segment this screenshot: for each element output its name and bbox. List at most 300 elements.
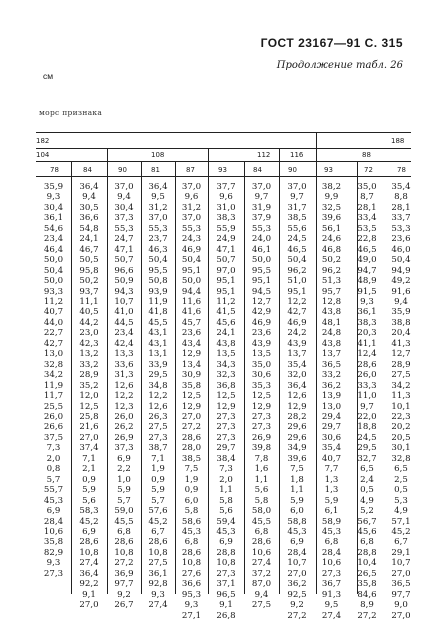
table-cell: 48,9	[357, 276, 377, 287]
table-cell: 28,2	[287, 411, 307, 422]
table-cell: 24,9	[216, 234, 236, 245]
table-cell: 38,7	[148, 443, 168, 454]
table-cell: 37,1	[216, 579, 236, 590]
table-cell: 25,5	[43, 401, 64, 412]
table-cell: 9,3	[151, 589, 165, 600]
table-cell: 12,9	[287, 401, 307, 412]
table-cell: 35,8	[181, 380, 202, 391]
table-cell: 28,6	[114, 537, 134, 548]
data-column	[107, 182, 141, 611]
table-cell: 12,9	[216, 401, 236, 412]
table-cell: 32,8	[43, 359, 64, 370]
table-cell: 43,1	[148, 328, 168, 339]
table-cell: 50,4	[287, 255, 307, 266]
table-cell: 55,9	[216, 223, 236, 234]
table-cell: 26,9	[251, 432, 272, 443]
table-cell: 22,8	[357, 234, 377, 245]
table-cell: 9,1	[82, 589, 96, 600]
table-cell: 24,8	[321, 328, 342, 339]
table-cell: 9,4	[394, 296, 408, 307]
table-cell: 30,1	[391, 443, 411, 454]
table-cell: 95,1	[216, 276, 236, 287]
table-cell: 23,4	[43, 234, 64, 245]
table-cell: 49,0	[357, 255, 377, 266]
table-cell: 43,8	[321, 338, 342, 349]
table-cell: 34,9	[287, 443, 307, 454]
table-cell: 1,0	[117, 474, 131, 485]
table-cell: 36,2	[321, 380, 342, 391]
table-cell: 26,2	[114, 422, 134, 433]
table-cell: 45,3	[43, 495, 64, 506]
table-cell: 43,9	[287, 338, 307, 349]
table-cell: 38,3	[357, 317, 377, 328]
table-cell: 7,1	[82, 453, 96, 464]
table-cell: 29,6	[287, 432, 307, 443]
table-cell: 84,6	[357, 589, 377, 600]
table-cell: 35,9	[391, 307, 411, 318]
data-column	[244, 182, 279, 611]
table-cell: 36,4	[148, 182, 168, 192]
table-cell: 27,5	[148, 558, 168, 569]
table-cell: 0,8	[46, 464, 61, 475]
table-cell: 51,0	[287, 276, 307, 287]
table-cell: 22,0	[357, 411, 377, 422]
table-cell: 13,1	[148, 349, 168, 360]
table-cell: 9,6	[219, 192, 233, 203]
page-header-title: ГОСТ 23167—91 С. 315	[260, 36, 403, 50]
table-cell: 36,8	[216, 380, 236, 391]
table-cell: 27,0	[391, 610, 411, 621]
table-cell: 10,8	[148, 547, 168, 558]
table-cell: 32,3	[216, 370, 236, 381]
table-cell: 91,6	[391, 286, 411, 297]
table-rule-level3	[36, 176, 411, 177]
table-cell: 28,6	[357, 359, 377, 370]
table-cell: 53,5	[357, 223, 377, 234]
table-cell: 24,1	[216, 328, 236, 339]
data-column	[391, 182, 411, 621]
table-cell: 30,6	[251, 370, 272, 381]
table-cell: 36,4	[287, 380, 307, 391]
table-cell: 91,3	[321, 589, 342, 600]
table-rule-top	[36, 132, 411, 133]
table-cell: 42,4	[114, 338, 134, 349]
table-cell: 58,0	[251, 506, 272, 517]
table-cell: 27,2	[287, 610, 307, 621]
table-cell: 27,5	[391, 370, 411, 381]
table-cell: 24,2	[287, 328, 307, 339]
table-cell: 12,3	[114, 401, 134, 412]
table-cell: 9,1	[219, 600, 233, 611]
table-cell: 44,2	[79, 317, 99, 328]
table-cell: 27,3	[43, 568, 64, 579]
table-cell: 27,4	[251, 558, 272, 569]
table-cell: 0,9	[184, 485, 199, 496]
table-cell: 28,6	[181, 432, 202, 443]
table-cell: 50,0	[43, 255, 64, 266]
table-cell: 39,8	[251, 443, 272, 454]
table-cell: 45,2	[391, 526, 411, 537]
table-cell: 32,7	[357, 453, 377, 464]
table-cell: 58,8	[287, 516, 307, 527]
table-cell: 27,0	[391, 568, 411, 579]
table-cell: 13,7	[287, 349, 307, 360]
table-cell: 32,0	[287, 370, 307, 381]
table-cell: 29,5	[357, 443, 377, 454]
table-cell: 97,7	[114, 579, 134, 590]
table-cell: 1,8	[290, 474, 304, 485]
table-cell: 27,4	[79, 558, 99, 569]
table-cell: 11,1	[79, 296, 99, 307]
data-column	[279, 182, 315, 621]
table-cell: 7,7	[324, 464, 339, 475]
table-cell: 28,9	[79, 370, 99, 381]
table-cell: 50,4	[181, 255, 202, 266]
table-cell: 38,2	[321, 182, 342, 192]
table-cell: 96,6	[114, 265, 134, 276]
table-cell: 47,1	[114, 244, 134, 255]
table-cell: 95,3	[181, 589, 202, 600]
table-cell: 59,4	[216, 516, 236, 527]
table-cell: 30,9	[181, 370, 202, 381]
table-cell: 6,0	[290, 506, 304, 517]
table-cell: 27,2	[357, 610, 377, 621]
table-cell: 50,4	[148, 255, 168, 266]
table-cell: 94,9	[391, 265, 411, 276]
table-cell: 11,9	[148, 296, 168, 307]
header-col-93b: 93	[324, 166, 333, 174]
table-cell: 36,7	[321, 579, 342, 590]
data-column	[71, 182, 107, 611]
header-col-72: 72	[364, 166, 373, 174]
table-cell: 9,5	[324, 600, 339, 611]
header-group-182: 182	[36, 137, 50, 145]
table-cell: 13,9	[321, 391, 342, 402]
table-cell: 6,5	[360, 464, 374, 475]
table-cell: 1,3	[324, 485, 339, 496]
table-cell: 36,4	[79, 182, 99, 192]
table-cell: 23,0	[79, 328, 99, 339]
table-cell: 95,8	[79, 265, 99, 276]
table-cell: 9,7	[360, 401, 374, 412]
header-col-84b: 84	[253, 166, 262, 174]
table-cell: 50,5	[79, 255, 99, 266]
table-cell: 28,8	[216, 547, 236, 558]
table-cell: 46,1	[251, 244, 272, 255]
table-cell: 29,1	[391, 547, 411, 558]
table-cell: 5,9	[82, 485, 96, 496]
table-cell: 12,8	[321, 296, 342, 307]
table-cell: 9,2	[290, 600, 304, 611]
table-cell: 7,5	[184, 464, 199, 475]
table-cell: 25,8	[79, 411, 99, 422]
table-cell: 50,2	[79, 276, 99, 287]
table-cell: 13,2	[79, 349, 99, 360]
table-cell: 24,5	[287, 234, 307, 245]
table-cell: 27,5	[148, 422, 168, 433]
table-cell: 40,7	[321, 453, 342, 464]
table-cell: 50,4	[43, 265, 64, 276]
table-cell: 8,7	[360, 192, 374, 203]
table-cell: 27,5	[251, 600, 272, 611]
table-cell: 9,2	[117, 589, 131, 600]
table-cell: 37,0	[148, 213, 168, 224]
table-cell: 34,8	[148, 380, 168, 391]
table-cell: 2,4	[360, 474, 374, 485]
table-cell: 10,6	[251, 547, 272, 558]
header-col-81: 81	[151, 166, 160, 174]
table-cell: 59,0	[114, 506, 134, 517]
table-cell: 33,3	[357, 380, 377, 391]
header-note: морс признака	[39, 108, 103, 117]
table-cell: 9,4	[254, 589, 269, 600]
table-cell: 11,6	[181, 296, 202, 307]
table-cell: 35,2	[79, 380, 99, 391]
table-cell: 45,3	[321, 526, 342, 537]
table-cell: 10,1	[391, 401, 411, 412]
table-cell: 10,6	[43, 526, 64, 537]
header-sub-104: 104	[36, 151, 50, 159]
table-cell: 44,0	[43, 317, 64, 328]
table-cell: 9,4	[117, 192, 131, 203]
table-cell: 46,5	[287, 244, 307, 255]
table-cell: 97,0	[216, 265, 236, 276]
table-cell: 28,1	[357, 202, 377, 213]
table-cell: 23,6	[251, 328, 272, 339]
table-cell: 5,7	[151, 495, 165, 506]
table-cell: 37,0	[287, 182, 307, 192]
table-cell: 13,5	[216, 349, 236, 360]
table-cell: 50,4	[391, 255, 411, 266]
table-cell: 50,8	[148, 276, 168, 287]
table-cell: 28,6	[181, 547, 202, 558]
table-cell: 42,7	[287, 307, 307, 318]
table-cell: 31,3	[114, 370, 134, 381]
table-cell: 7,3	[219, 464, 233, 475]
table-cell: 9,0	[394, 600, 408, 611]
table-cell: 6,8	[254, 526, 269, 537]
table-cell: 28,6	[148, 537, 168, 548]
table-cell: 92,8	[148, 579, 168, 590]
data-column	[36, 182, 71, 579]
table-cell: 35,4	[321, 443, 342, 454]
table-cell: 27,0	[287, 568, 307, 579]
table-cell: 10,7	[287, 558, 307, 569]
table-cell: 56,7	[357, 516, 377, 527]
table-cell: 27,3	[251, 422, 272, 433]
table-cell: 0,9	[151, 474, 165, 485]
table-cell: 50,7	[114, 255, 134, 266]
table-cell: 11,7	[43, 391, 64, 402]
table-cell: 7,3	[46, 443, 61, 454]
table-cell: 7,1	[151, 453, 165, 464]
table-cell: 35,9	[43, 182, 64, 192]
table-cell: 12,5	[216, 391, 236, 402]
table-cell: 82,9	[43, 547, 64, 558]
table-cell: 45,2	[79, 516, 99, 527]
table-cell: 12,7	[251, 296, 272, 307]
table-cell: 27,2	[114, 558, 134, 569]
table-cell: 96,2	[321, 265, 342, 276]
table-cell: 37,0	[251, 182, 272, 192]
table-cell: 10,8	[216, 558, 236, 569]
table-cell: 96,2	[287, 265, 307, 276]
table-cell: 12,5	[79, 401, 99, 412]
table-cell: 28,9	[391, 359, 411, 370]
table-cell: 9,3	[46, 192, 61, 203]
table-cell: 28,6	[251, 537, 272, 548]
table-cell: 93,9	[148, 286, 168, 297]
table-cell: 5,6	[254, 485, 269, 496]
table-cell: 57,1	[391, 516, 411, 527]
table-cell: 58,9	[321, 516, 342, 527]
table-cell: 94,5	[251, 286, 272, 297]
table-cell: 55,3	[148, 223, 168, 234]
table-cell: 37,9	[251, 213, 272, 224]
table-cell: 46,8	[321, 244, 342, 255]
table-cell: 11,3	[391, 391, 411, 402]
table-cell: 38,3	[216, 213, 236, 224]
table-cell: 55,3	[114, 223, 134, 234]
table-cell: 97,7	[391, 589, 411, 600]
table-cell: 45,5	[114, 516, 134, 527]
table-cell: 32,8	[391, 453, 411, 464]
table-cell: 1,9	[184, 474, 199, 485]
header-group-188: 188	[391, 137, 405, 145]
table-cell: 39,6	[321, 213, 342, 224]
table-cell: 12,2	[287, 296, 307, 307]
table-cell: 24,7	[114, 234, 134, 245]
table-cell: 23,7	[148, 234, 168, 245]
table-cell: 28,0	[181, 443, 202, 454]
table-cell: 28,1	[391, 202, 411, 213]
header-col-93: 93	[218, 166, 227, 174]
table-cell: 5,8	[219, 495, 233, 506]
table-cell: 37,7	[216, 182, 236, 192]
table-cell: 23,4	[114, 328, 134, 339]
table-cell: 35,3	[251, 380, 272, 391]
table-cell: 26,7	[114, 600, 134, 611]
table-cell: 31,2	[148, 202, 168, 213]
table-cell: 23,6	[391, 234, 411, 245]
table-cell: 6,9	[219, 537, 233, 548]
table-cell: 6,9	[46, 506, 61, 517]
table-cell: 27,3	[216, 568, 236, 579]
table-cell: 4,9	[360, 495, 374, 506]
table-cell: 12,6	[148, 401, 168, 412]
table-cell: 38,5	[181, 453, 202, 464]
table-cell: 95,1	[181, 265, 202, 276]
table-cell: 0,5	[394, 485, 408, 496]
table-rule-level2	[36, 161, 411, 162]
table-cell: 36,9	[114, 568, 134, 579]
table-cell: 12,4	[357, 349, 377, 360]
header-col-84: 84	[83, 166, 92, 174]
table-cell: 22,7	[43, 328, 64, 339]
table-cell: 36,6	[181, 579, 202, 590]
table-cell: 49,2	[391, 276, 411, 287]
table-cell: 5,6	[219, 506, 233, 517]
table-cell: 42,9	[251, 307, 272, 318]
table-cell: 58,6	[181, 516, 202, 527]
table-cell: 94,4	[181, 286, 202, 297]
table-cell: 6,9	[290, 537, 304, 548]
table-cell: 10,6	[321, 558, 342, 569]
table-cell: 45,5	[251, 516, 272, 527]
table-cell: 6,5	[394, 464, 408, 475]
table-cell: 36,1	[43, 213, 64, 224]
table-cell: 41,5	[216, 307, 236, 318]
header-sub-112: 112	[257, 151, 271, 159]
table-cell: 37,0	[181, 213, 202, 224]
table-cell: 12,5	[251, 391, 272, 402]
table-cell: 27,3	[216, 422, 236, 433]
data-column	[175, 182, 208, 621]
table-cell: 46,9	[287, 317, 307, 328]
table-cell: 30,5	[79, 202, 99, 213]
table-cell: 53,3	[391, 223, 411, 234]
table-cell: 37,3	[114, 443, 134, 454]
table-cell: 45,3	[216, 526, 236, 537]
table-cell: 24,1	[79, 234, 99, 245]
table-cell: 9,7	[290, 192, 304, 203]
table-cell: 7,8	[254, 453, 269, 464]
table-cell: 37,5	[43, 432, 64, 443]
table-cell: 20,2	[391, 422, 411, 433]
table-cell: 12,9	[251, 401, 272, 412]
table-cell: 9,3	[46, 558, 61, 569]
table-cell: 28,4	[321, 547, 342, 558]
table-cell: 45,6	[216, 317, 236, 328]
table-cell: 5,9	[324, 495, 339, 506]
table-cell: 36,5	[321, 359, 342, 370]
table-cell: 2,0	[219, 474, 233, 485]
table-rule-level1	[36, 148, 411, 149]
table-cell: 31,2	[181, 202, 202, 213]
table-cell: 56,1	[321, 223, 342, 234]
table-cell: 46,3	[148, 244, 168, 255]
table-cell: 5,9	[117, 485, 131, 496]
table-cell: 30,6	[321, 432, 342, 443]
table-cell: 29,7	[321, 422, 342, 433]
table-cell: 30,4	[43, 202, 64, 213]
table-cell: 24,5	[357, 432, 377, 443]
table-cell: 42,3	[79, 338, 99, 349]
table-cell: 12,7	[391, 349, 411, 360]
table-cell: 31,0	[216, 202, 236, 213]
table-cell: 93,7	[79, 286, 99, 297]
table-cell: 94,7	[357, 265, 377, 276]
table-cell: 13,3	[114, 349, 134, 360]
table-cell: 13,5	[251, 349, 272, 360]
table-cell: 41,3	[391, 338, 411, 349]
table-cell: 39,6	[287, 453, 307, 464]
table-cell: 95,7	[321, 286, 342, 297]
table-cell: 29,7	[216, 443, 236, 454]
table-cell: 6,8	[184, 537, 199, 548]
table-cell: 10,8	[114, 547, 134, 558]
table-cell: 6,8	[117, 526, 131, 537]
table-cell: 94,3	[114, 286, 134, 297]
table-cell: 29,6	[287, 422, 307, 433]
table-cell: 20,3	[357, 328, 377, 339]
table-cell: 34,3	[216, 359, 236, 370]
table-cell: 7,5	[290, 464, 304, 475]
table-cell: 5,9	[151, 485, 165, 496]
table-cell: 13,0	[43, 349, 64, 360]
table-cell: 36,6	[79, 213, 99, 224]
table-cell: 37,0	[181, 182, 202, 192]
